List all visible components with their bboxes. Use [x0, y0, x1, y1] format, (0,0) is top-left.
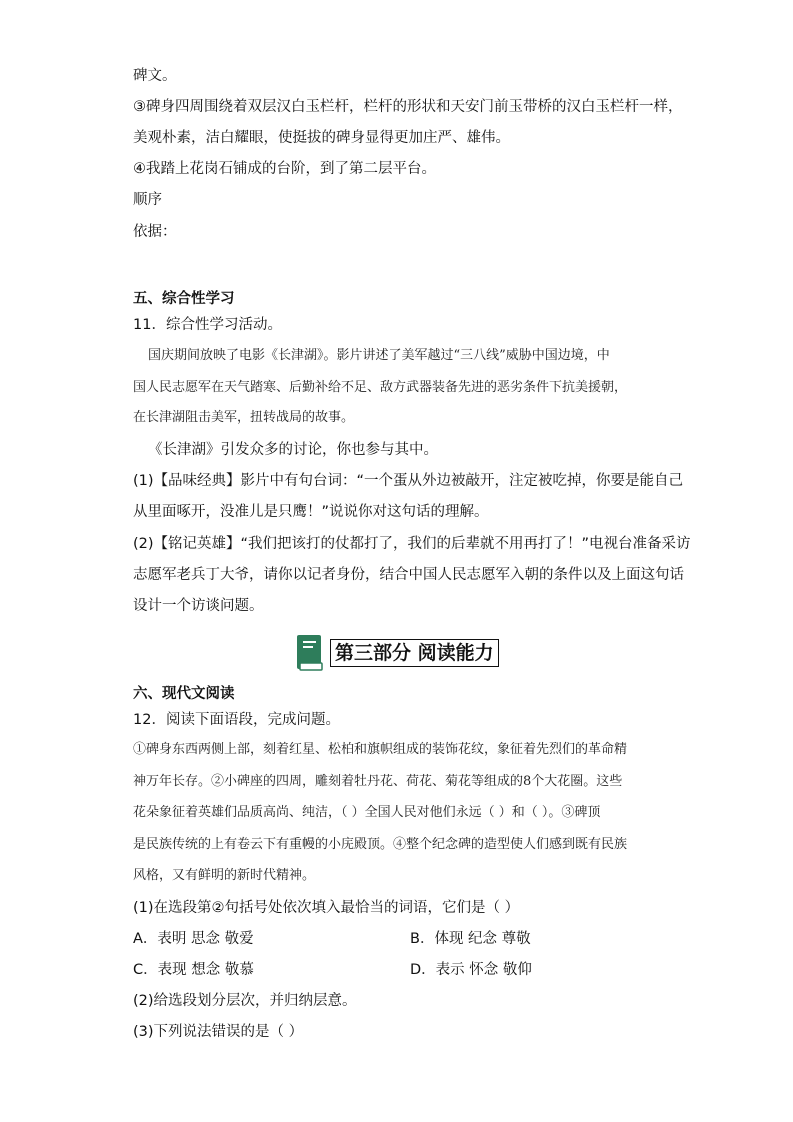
- question-number: 11．综合性学习活动。: [133, 317, 282, 333]
- option-b: B．体现 纪念 尊敬: [410, 931, 531, 947]
- material-line: 在长津湖阻击美军，扭转战局的故事。: [133, 410, 355, 425]
- question-line: 设计一个访谈问题。: [133, 598, 264, 614]
- question-line: (3)下列说法错误的是（ ）: [133, 1024, 304, 1040]
- question-line: (1)在选段第②句括号处依次填入最恰当的词语，它们是（ ）: [133, 900, 520, 916]
- option-c: C．表现 想念 敬慕: [133, 962, 254, 978]
- text-line: 美观朴素，洁白耀眼，使挺拔的碑身显得更加庄严、雄伟。: [133, 130, 510, 146]
- text-line: 碑文。: [133, 68, 177, 84]
- option-a: A．表明 思念 敬爱: [133, 931, 254, 947]
- book-icon: [296, 634, 324, 672]
- question-line: (2)给选段划分层次，并归纳层意。: [133, 993, 357, 1009]
- passage-line: 神万年长存。②小碑座的四周，雕刻着牡丹花、荷花、菊花等组成的8个大花圈。这些: [133, 774, 623, 789]
- part-banner: [296, 632, 499, 674]
- question-line: 从里面啄开，没准儿是只鹰！”说说你对这句话的理解。: [133, 504, 489, 520]
- question-line: (2)【铭记英雄】“我们把该打的仗都打了，我们的后辈就不用再打了！”电视台准备采访: [133, 536, 691, 552]
- part-title: 第三部分 阅读能力: [330, 639, 499, 667]
- passage-line: 花朵象征着英雄们品质高尚、纯洁，（ ）全国人民对他们永远（ ）和（ ）。③碑顶: [133, 805, 601, 820]
- passage-line: 风格，又有鲜明的新时代精神。: [133, 868, 316, 883]
- order-label: 顺序: [133, 192, 162, 208]
- section-heading: 五、综合性学习: [133, 291, 235, 307]
- option-d: D．表示 怀念 敬仰: [410, 962, 532, 978]
- question-number: 12．阅读下面语段，完成问题。: [133, 712, 340, 728]
- material-line: 国人民志愿军在天气踏寒、后勤补给不足、敌方武器装备先进的恶劣条件下抗美援朝，: [133, 380, 628, 395]
- text-line: ④我踏上花岗石铺成的台阶，到了第二层平台。: [133, 161, 436, 177]
- material-line: 国庆期间放映了电影《长津湖》。影片讲述了美军越过“三八线”威胁中国边境，中: [148, 348, 610, 363]
- section-heading: 六、现代文阅读: [133, 686, 235, 702]
- text-line: 《长津湖》引发众多的讨论，你也参与其中。: [148, 442, 438, 458]
- text-line: ③碑身四周围绕着双层汉白玉栏杆，栏杆的形状和天安门前玉带桥的汉白玉栏杆一样，: [133, 99, 683, 115]
- passage-line: ①碑身东西两侧上部，刻着红星、松柏和旗帜组成的装饰花纹，象征着先烈们的革命精: [133, 742, 628, 757]
- question-line: 志愿军老兵丁大爷，请你以记者身份，结合中国人民志愿军入朝的条件以及上面这句话: [133, 567, 684, 583]
- basis-label: 依据：: [133, 224, 177, 240]
- passage-line: 是民族传统的上有卷云下有重幔的小庑殿顶。④整个纪念碑的造型使人们感到既有民族: [133, 837, 628, 852]
- question-line: (1)【品味经典】影片中有句台词：“一个蛋从外边被敲开，注定被吃掉，你要是能自己: [133, 473, 684, 489]
